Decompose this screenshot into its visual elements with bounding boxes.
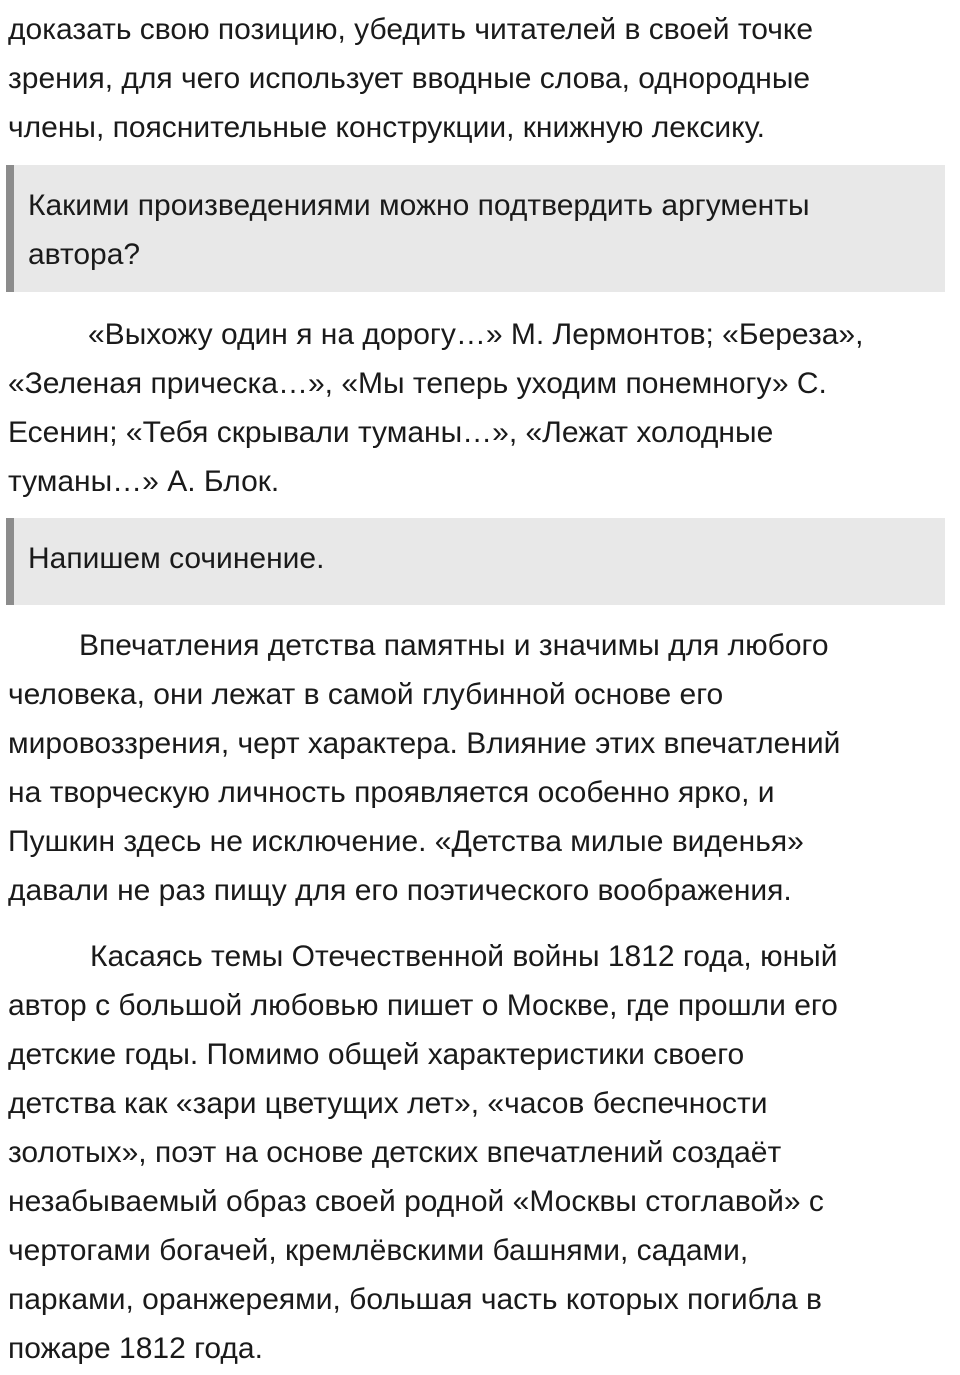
text-line: пожаре 1812 года. <box>8 1332 263 1365</box>
text-line: на творческую личность проявляется особенно ярко, и <box>8 776 775 809</box>
essay-paragraph-1 <box>8 621 952 915</box>
text-line: доказать свою позицию, убедить читателей в своей точке <box>8 13 814 46</box>
callout-line: Какими произведениями можно подтвердить аргументы <box>28 189 810 222</box>
text-line: детства как «зари цветущих лет», «часов беспечности <box>8 1087 768 1120</box>
text-line: незабываемый образ своей родной «Москвы стоглавой» с <box>8 1185 824 1218</box>
callout-line: Напишем сочинение. <box>28 542 325 575</box>
intro-paragraph <box>8 5 952 152</box>
text-line: Пушкин здесь не исключение. «Детства милые виденья» <box>8 825 804 858</box>
task-callout <box>6 518 945 605</box>
text-line: чертогами богачей, кремлёвскими башнями, садами, <box>8 1234 749 1267</box>
text-line: «Выхожу один я на дорогу…» М. Лермонтов; «Береза», <box>88 318 864 351</box>
text-line: зрения, для чего использует вводные слова, однородные <box>8 62 811 95</box>
text-line: золотых», поэт на основе детских впечатлений создаёт <box>8 1136 782 1169</box>
text-line: парками, оранжереями, большая часть которых погибла в <box>8 1283 822 1316</box>
text-line: члены, пояснительные конструкции, книжную лексику. <box>8 111 765 144</box>
text-line: туманы…» А. Блок. <box>8 465 280 498</box>
text-line: мировоззрения, черт характера. Влияние этих впечатлений <box>8 727 841 760</box>
text-line: детские годы. Помимо общей характеристики своего <box>8 1038 745 1071</box>
essay-paragraph-2 <box>8 932 952 1373</box>
works-paragraph <box>8 310 952 506</box>
text-line: человека, они лежат в самой глубинной основе его <box>8 678 724 711</box>
text-line: автор с большой любовью пишет о Москве, где прошли его <box>8 989 838 1022</box>
text-line: Впечатления детства памятны и значимы для любого <box>79 629 829 662</box>
text-line: Есенин; «Тебя скрывали туманы…», «Лежат холодные <box>8 416 774 449</box>
text-line: давали не раз пищу для его поэтического воображения. <box>8 874 792 907</box>
callout-line: автора? <box>28 238 141 271</box>
text-line: «Зеленая прическа…», «Мы теперь уходим понемногу» С. <box>8 367 827 400</box>
question-callout <box>6 165 945 292</box>
text-line: Касаясь темы Отечественной войны 1812 года, юный <box>90 940 838 973</box>
